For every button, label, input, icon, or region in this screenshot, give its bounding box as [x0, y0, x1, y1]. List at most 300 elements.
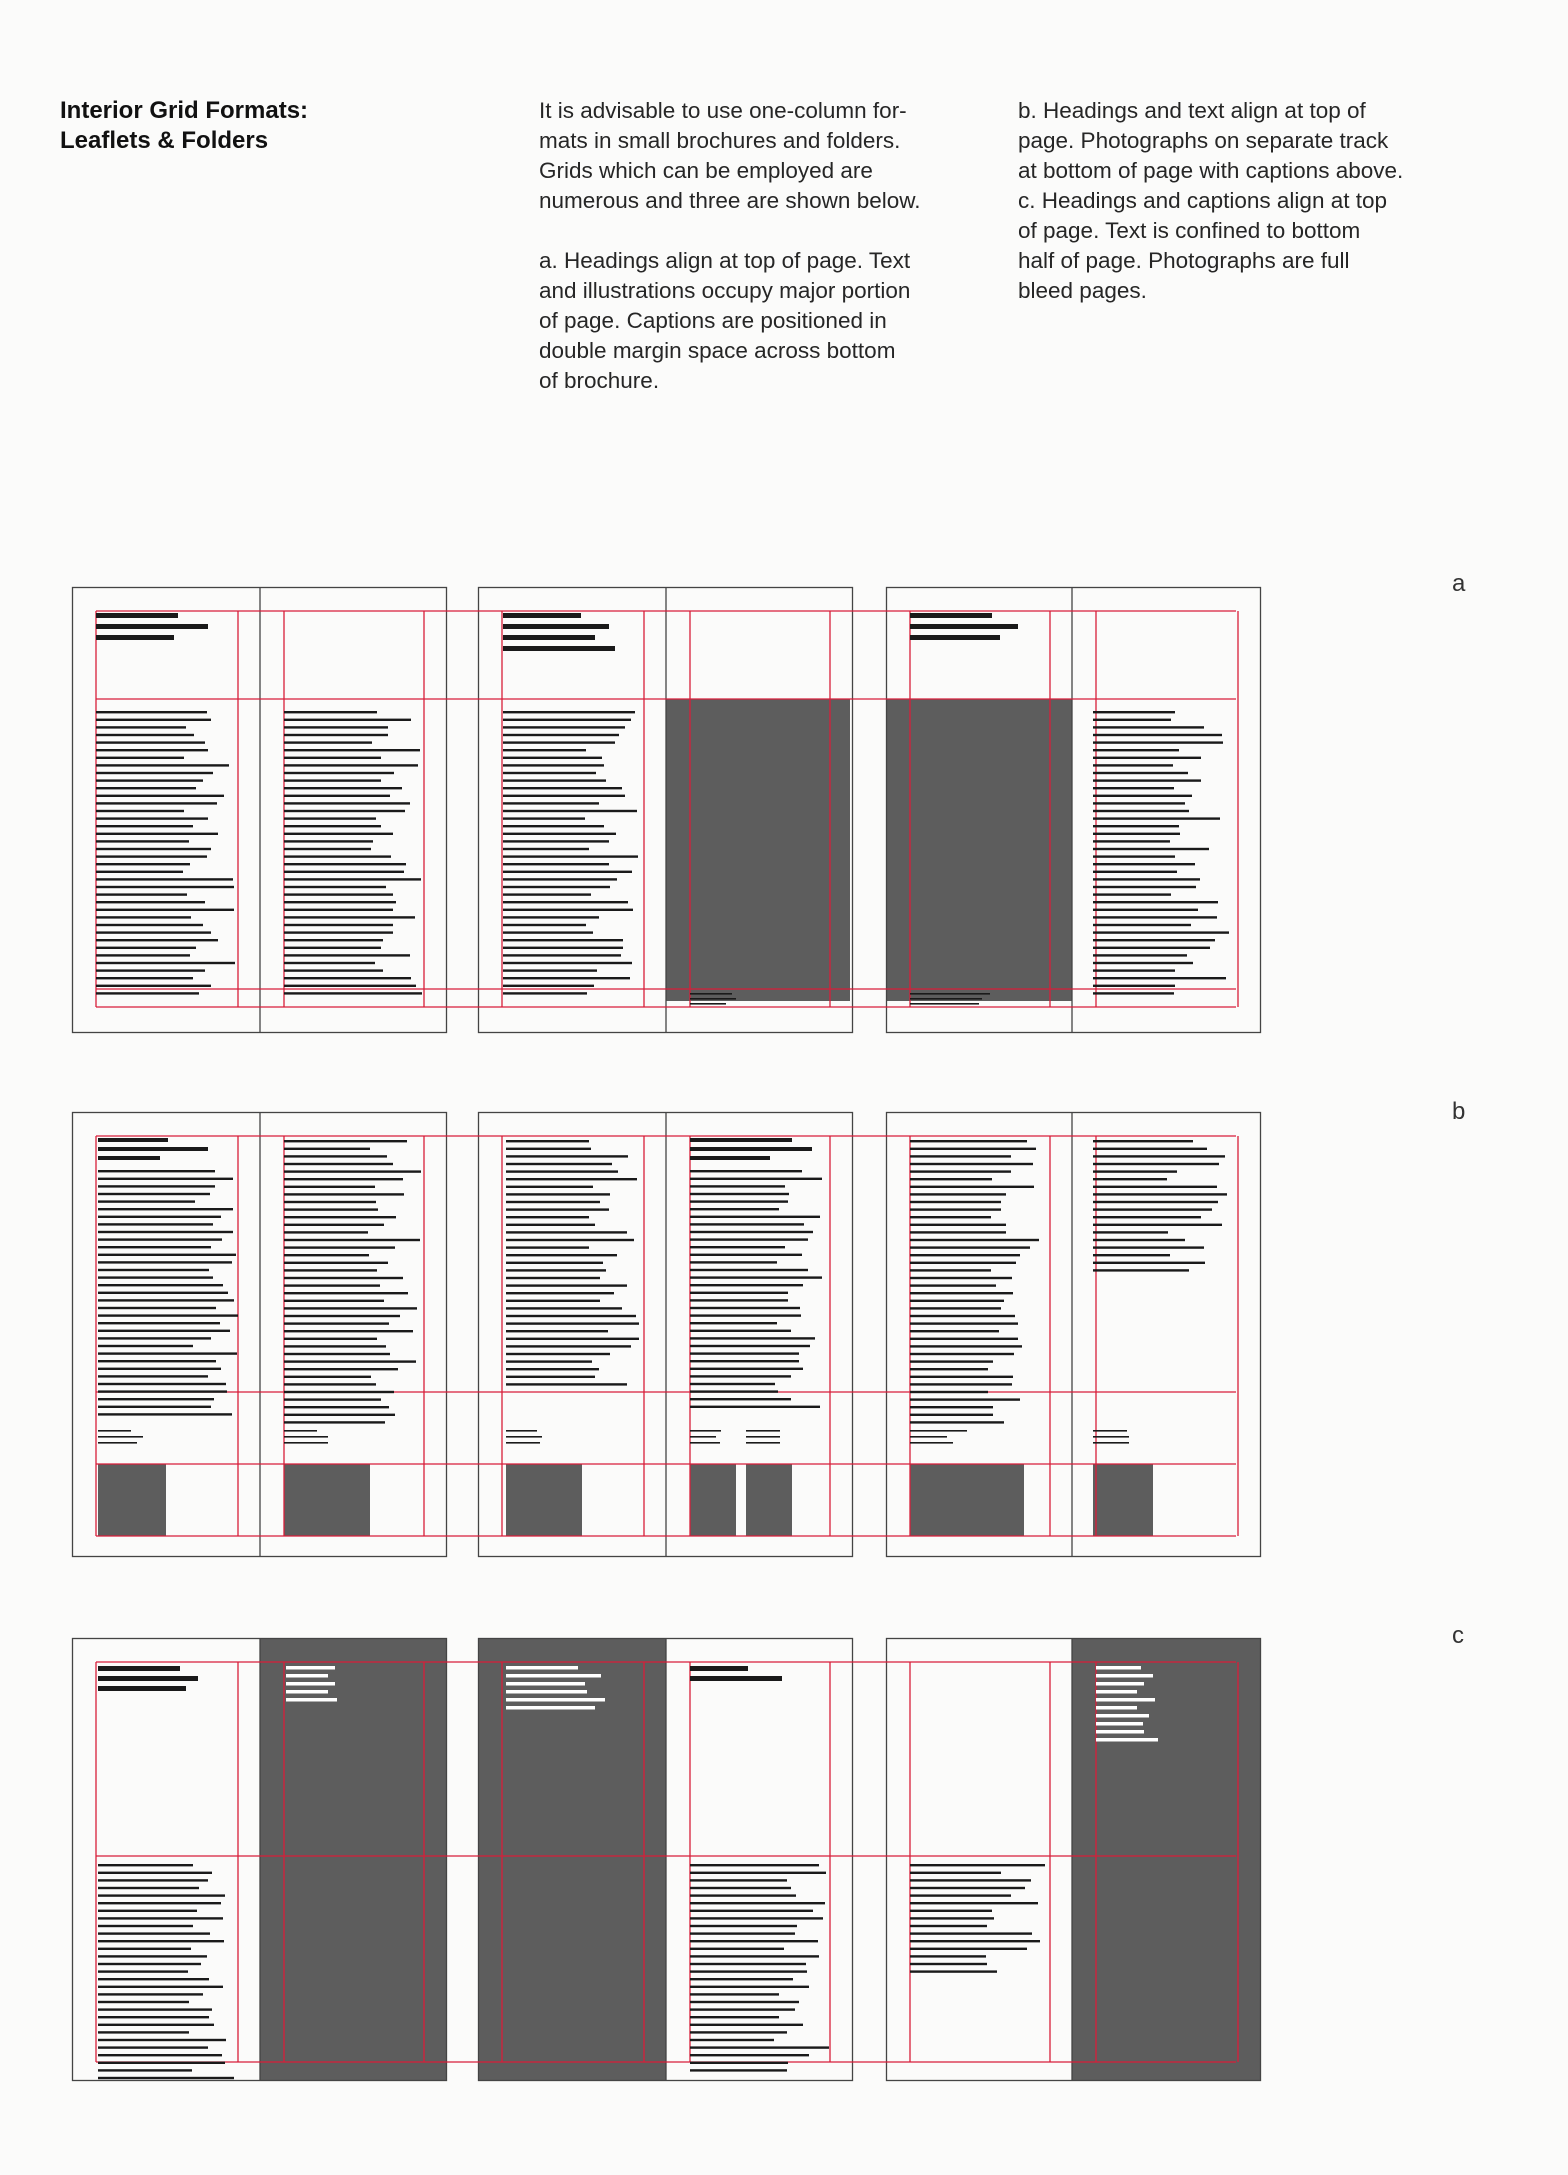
text-line [1093, 1178, 1167, 1180]
text-line [910, 1917, 994, 1919]
text-line [98, 2001, 189, 2003]
heading-bar [96, 613, 178, 618]
text-line [284, 802, 410, 804]
text-line [910, 1292, 1013, 1294]
text-line [1096, 1682, 1144, 1686]
text-line [284, 1262, 388, 1264]
text-line [910, 1307, 1001, 1309]
text-line [690, 2008, 795, 2010]
heading-bar [690, 1666, 748, 1671]
text-line [690, 1200, 788, 1202]
text-line [284, 734, 388, 736]
text-line [284, 1224, 384, 1226]
photo-block [1093, 1464, 1153, 1536]
text-line [1093, 1262, 1205, 1264]
text-line [96, 924, 203, 926]
text-line [284, 1338, 377, 1340]
text-line [503, 779, 606, 781]
text-line [910, 1193, 1006, 1195]
text-line [690, 1216, 820, 1218]
text-line [506, 1307, 622, 1309]
body-line: bleed pages. [1018, 278, 1147, 303]
text-line [1093, 795, 1192, 797]
text-line [1096, 1722, 1143, 1726]
text-line [506, 1345, 631, 1347]
body-line: It is advisable to use one-column for- [539, 98, 907, 123]
heading-bar [98, 1147, 208, 1151]
text-line [690, 1223, 804, 1225]
text-line [746, 1436, 780, 1438]
text-line [284, 779, 381, 781]
text-line [506, 1698, 605, 1702]
heading-bar [503, 613, 581, 618]
text-line [98, 2016, 209, 2018]
text-line [96, 878, 233, 880]
text-line [506, 1193, 610, 1195]
text-line [503, 992, 587, 994]
text-line [284, 825, 381, 827]
text-line [98, 1872, 212, 1874]
text-line [98, 1238, 222, 1240]
text-line [98, 1406, 211, 1408]
text-line [96, 939, 218, 941]
text-line [690, 1887, 791, 1889]
text-line [98, 1352, 237, 1354]
heading-bar [96, 635, 174, 640]
text-line [690, 1430, 721, 1432]
text-line [910, 1353, 1014, 1355]
text-line [1093, 916, 1217, 918]
text-line [1093, 1224, 1222, 1226]
text-line [284, 1322, 389, 1324]
text-line [746, 1442, 780, 1444]
text-line [284, 886, 386, 888]
text-line [1093, 1186, 1217, 1188]
text-line [910, 1383, 1012, 1385]
text-line [690, 1917, 823, 1919]
text-line [96, 840, 189, 842]
text-line [690, 1894, 796, 1896]
text-line [503, 817, 585, 819]
text-line [503, 757, 602, 759]
text-line [98, 1894, 225, 1896]
text-line [284, 1345, 386, 1347]
text-line [284, 871, 404, 873]
text-line [98, 1917, 223, 1919]
text-line [98, 1216, 221, 1218]
text-line [506, 1300, 600, 1302]
text-line [98, 1978, 209, 1980]
text-line [910, 1963, 987, 1965]
text-line [910, 1201, 1001, 1203]
text-line [96, 992, 199, 994]
text-line [98, 1314, 238, 1316]
text-line [284, 924, 393, 926]
text-line [284, 711, 377, 713]
text-line [503, 924, 586, 926]
text-line [284, 848, 371, 850]
text-line [284, 1442, 328, 1444]
text-line [910, 1360, 993, 1362]
text-line [690, 1390, 778, 1392]
text-line [1093, 1201, 1218, 1203]
text-line [98, 1436, 143, 1438]
text-line [506, 1442, 540, 1444]
text-line [690, 1383, 775, 1385]
text-line [284, 1406, 389, 1408]
text-line [690, 1955, 819, 1957]
text-line [1093, 787, 1174, 789]
text-line [1093, 985, 1175, 987]
text-line [690, 1284, 803, 1286]
text-line [96, 855, 207, 857]
text-line [506, 1140, 589, 1142]
text-line [98, 1246, 211, 1248]
text-line [284, 1239, 420, 1241]
text-line [1093, 1430, 1127, 1432]
text-line [506, 1178, 637, 1180]
text-line [98, 1208, 233, 1210]
text-line [284, 1201, 376, 1203]
text-line [910, 1315, 1015, 1317]
text-line [690, 1375, 791, 1377]
text-line [910, 1421, 1004, 1423]
text-line [506, 1666, 578, 1670]
text-line [1093, 1208, 1212, 1210]
text-line [690, 2069, 787, 2071]
heading-bar [910, 635, 1000, 640]
text-line [96, 947, 196, 949]
text-line [98, 1269, 209, 1271]
text-line [98, 1368, 221, 1370]
row-label-b: b [1452, 1098, 1466, 1125]
text-line [284, 878, 421, 880]
text-line [1093, 901, 1218, 903]
text-line [96, 719, 211, 721]
text-line [503, 969, 597, 971]
text-line [1093, 726, 1204, 728]
text-line [690, 1360, 799, 1362]
text-line [284, 1414, 395, 1416]
text-line [690, 1307, 800, 1309]
text-line [506, 1682, 585, 1686]
heading-bar [910, 624, 1018, 629]
text-line [1093, 719, 1171, 721]
text-line [98, 1879, 208, 1881]
text-line [690, 1978, 793, 1980]
text-line [910, 1254, 1020, 1256]
text-line [98, 1307, 216, 1309]
text-line [98, 1940, 224, 1942]
text-line [98, 1383, 226, 1385]
text-line [98, 2054, 222, 2056]
text-line [286, 1698, 337, 1702]
text-line [98, 1200, 195, 1202]
text-line [1093, 764, 1173, 766]
text-line [690, 1185, 785, 1187]
text-line [506, 1208, 609, 1210]
text-line [503, 954, 621, 956]
text-line [284, 1398, 381, 1400]
text-line [284, 840, 373, 842]
text-line [910, 1442, 953, 1444]
text-line [284, 962, 375, 964]
text-line [690, 1208, 779, 1210]
text-line [1093, 863, 1195, 865]
text-line [98, 1231, 233, 1233]
text-line [98, 2008, 212, 2010]
text-line [506, 1170, 618, 1172]
text-line [96, 711, 207, 713]
text-line [506, 1360, 592, 1362]
text-line [96, 848, 211, 850]
text-line [690, 1231, 813, 1233]
text-line [1093, 848, 1209, 850]
text-line [910, 1163, 1033, 1165]
text-line [690, 1940, 818, 1942]
text-line [284, 855, 391, 857]
text-line [284, 977, 411, 979]
text-line [96, 757, 184, 759]
text-line [98, 1193, 210, 1195]
text-line [96, 886, 234, 888]
text-line [96, 893, 187, 895]
text-line [284, 863, 406, 865]
text-line [690, 1368, 803, 1370]
text-line [506, 1383, 627, 1385]
text-line [98, 1330, 230, 1332]
text-line [98, 2039, 226, 2041]
photo-block [910, 1464, 1024, 1536]
body-line: double margin space across bottom [539, 338, 896, 363]
text-line [96, 962, 235, 964]
text-line [503, 931, 593, 933]
text-line [284, 1307, 417, 1309]
body-line: numerous and three are shown below. [539, 188, 921, 213]
text-line [284, 1421, 385, 1423]
text-line [503, 962, 632, 964]
text-line [284, 1360, 416, 1362]
text-line [98, 1375, 208, 1377]
text-line [910, 1902, 1038, 1904]
text-line [1093, 931, 1229, 933]
text-line [690, 1193, 789, 1195]
photo-page [260, 1638, 446, 2080]
text-line [98, 1993, 203, 1995]
heading-bar [96, 624, 208, 629]
text-line [1093, 893, 1171, 895]
text-line [690, 1986, 809, 1988]
text-line [503, 909, 633, 911]
text-line [96, 810, 184, 812]
text-line [96, 969, 205, 971]
text-line [1093, 1442, 1129, 1444]
text-line [286, 1682, 335, 1686]
text-line [96, 954, 190, 956]
heading-bar [98, 1686, 186, 1691]
text-line [503, 833, 616, 835]
text-line [1093, 1155, 1225, 1157]
text-line [506, 1674, 601, 1678]
text-line [690, 2001, 799, 2003]
text-line [503, 977, 630, 979]
text-line [284, 901, 396, 903]
text-line [96, 726, 186, 728]
text-line [284, 764, 418, 766]
text-line [98, 1345, 193, 1347]
body-line: page. Photographs on separate track [1018, 128, 1389, 153]
text-line [503, 939, 623, 941]
text-line [1093, 840, 1170, 842]
text-line [284, 1391, 394, 1393]
text-line [690, 1352, 799, 1354]
text-line [910, 1239, 1039, 1241]
text-line [284, 954, 410, 956]
text-line [690, 2039, 774, 2041]
text-line [506, 1216, 589, 1218]
text-line [690, 1406, 820, 1408]
text-line [503, 741, 615, 743]
text-line [503, 916, 599, 918]
text-line [1096, 1674, 1153, 1678]
text-line [284, 749, 420, 751]
text-line [284, 1208, 378, 1210]
body-line: a. Headings align at top of page. Text [539, 248, 911, 273]
text-line [96, 871, 183, 873]
text-line [96, 787, 196, 789]
text-line [98, 1254, 236, 1256]
text-line [284, 1254, 369, 1256]
text-line [98, 2046, 208, 2048]
text-line [690, 1292, 788, 1294]
text-line [690, 2054, 809, 2056]
text-line [910, 1277, 1012, 1279]
text-line [506, 1246, 589, 1248]
text-line [1093, 977, 1226, 979]
text-line [98, 2031, 189, 2033]
text-line [284, 992, 422, 994]
text-line [690, 1436, 716, 1438]
body-line: Grids which can be employed are [539, 158, 873, 183]
text-line [506, 1239, 634, 1241]
photo-block [886, 699, 1072, 1001]
text-line [1093, 871, 1177, 873]
text-line [1096, 1690, 1137, 1694]
text-line [286, 1674, 328, 1678]
text-line [1093, 833, 1180, 835]
text-line [284, 1430, 317, 1432]
text-line [1093, 909, 1198, 911]
text-line [503, 886, 610, 888]
text-line [503, 810, 637, 812]
text-line [503, 985, 594, 987]
text-line [503, 795, 625, 797]
text-line [690, 1330, 791, 1332]
text-line [284, 1368, 398, 1370]
photo-page [1072, 1638, 1260, 2080]
text-line [284, 726, 388, 728]
text-line [506, 1292, 614, 1294]
text-line [98, 1398, 214, 1400]
text-line [690, 1246, 785, 1248]
text-line [690, 1398, 791, 1400]
text-line [910, 1406, 993, 1408]
text-line [910, 1208, 1001, 1210]
text-line [690, 998, 736, 1000]
body-line: of page. Text is confined to bottom [1018, 218, 1361, 243]
text-line [690, 1963, 806, 1965]
text-line [284, 1277, 403, 1279]
text-line [96, 909, 234, 911]
text-line [1093, 802, 1185, 804]
text-line [284, 1300, 384, 1302]
text-line [910, 1246, 1030, 1248]
text-line [98, 1955, 207, 1957]
text-line [690, 1910, 813, 1912]
text-line [690, 1902, 825, 1904]
heading-bar [98, 1156, 160, 1160]
text-line [1093, 962, 1193, 964]
heading-bar [503, 635, 595, 640]
text-line [690, 2046, 829, 2048]
text-line [1093, 886, 1196, 888]
text-line [1093, 757, 1201, 759]
text-line [98, 1292, 228, 1294]
text-line [910, 1414, 993, 1416]
body-line: of brochure. [539, 368, 660, 393]
text-line [910, 1338, 1018, 1340]
text-line [96, 817, 208, 819]
text-line [506, 1315, 636, 1317]
text-line [1093, 810, 1189, 812]
text-line [1093, 1436, 1129, 1438]
text-line [1093, 817, 1220, 819]
text-line [1093, 1231, 1168, 1233]
body-line: c. Headings and captions align at top [1018, 188, 1387, 213]
text-line [690, 1322, 777, 1324]
text-line [690, 1269, 808, 1271]
text-line [284, 1284, 380, 1286]
text-line [284, 909, 393, 911]
text-line [96, 825, 193, 827]
text-line [910, 1391, 988, 1393]
text-line [1093, 1163, 1219, 1165]
text-line [506, 1277, 600, 1279]
heading-bar [690, 1676, 782, 1681]
text-line [1093, 939, 1215, 941]
text-line [506, 1436, 542, 1438]
text-line [284, 795, 390, 797]
text-line [910, 1170, 1011, 1172]
body-line: of page. Captions are positioned in [539, 308, 887, 333]
text-line [506, 1224, 595, 1226]
text-line [910, 1436, 947, 1438]
text-line [910, 1879, 1031, 1881]
text-line [503, 901, 628, 903]
text-line [690, 1299, 788, 1301]
text-line [1093, 825, 1179, 827]
text-line [98, 1322, 220, 1324]
text-line [1096, 1730, 1144, 1734]
heading-bar [690, 1156, 770, 1160]
text-line [98, 1925, 193, 1927]
text-line [98, 1261, 232, 1263]
text-line [284, 1178, 403, 1180]
text-line [503, 726, 625, 728]
text-line [506, 1353, 610, 1355]
text-line [503, 734, 619, 736]
text-line [1096, 1738, 1158, 1742]
